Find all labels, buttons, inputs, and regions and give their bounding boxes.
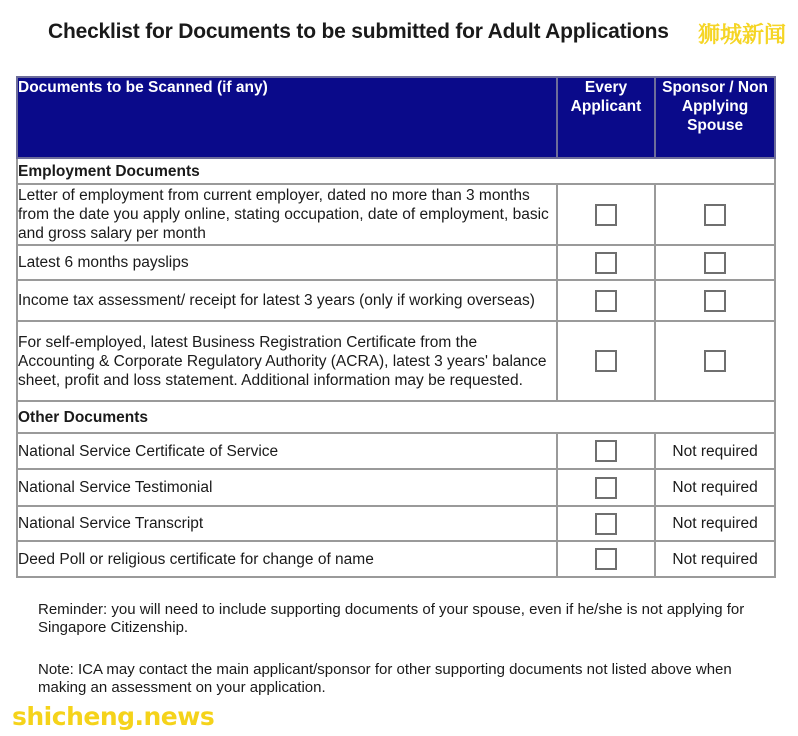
watermark-top: 狮城新闻 [697,23,786,48]
section-title-employment: Employment Documents [17,158,775,184]
table-row [17,184,775,245]
header-every-applicant: Every Applicant [557,77,655,158]
checklist-table [16,76,776,578]
every-applicant-cell [557,280,655,321]
header-sponsor: Sponsor / Non Applying Spouse [655,77,775,158]
checkbox[interactable] [595,477,617,499]
every-applicant-cell [557,541,655,577]
every-applicant-cell [557,506,655,541]
document-label: National Service Testimonial [17,469,557,506]
sponsor-cell [655,184,775,245]
checkbox[interactable] [704,204,726,226]
document-label: Income tax assessment/ receipt for latest 3 years (only if working overseas) [17,280,557,321]
checkbox[interactable] [595,350,617,372]
note-text: Note: ICA may contact the main applicant/sponsor for other supporting documents not listed above when making an assessment on your application. [38,661,732,696]
table-row [17,321,775,401]
table-row [17,245,775,280]
checkbox[interactable] [595,252,617,274]
section-title-other: Other Documents [17,401,775,433]
checkbox[interactable] [595,513,617,535]
document-label: National Service Certificate of Service [17,433,557,469]
checkbox[interactable] [595,204,617,226]
checkbox[interactable] [704,350,726,372]
document-label: Letter of employment from current employer, dated no more than 3 months from the date you apply online, stating occupation, date of employment, basic and gross salary per month [17,184,557,245]
checkbox[interactable] [595,290,617,312]
table-row [17,541,775,577]
every-applicant-cell [557,469,655,506]
not-required-label: Not required [655,506,775,541]
table-row [17,469,775,506]
checkbox[interactable] [595,548,617,570]
checkbox[interactable] [704,252,726,274]
header-documents: Documents to be Scanned (if any) [17,77,557,158]
section-row [17,158,775,184]
not-required-label: Not required [655,541,775,577]
section-row [17,401,775,433]
sponsor-cell [655,245,775,280]
watermark-bottom: shicheng.news [12,702,215,731]
table-row [17,433,775,469]
every-applicant-cell [557,184,655,245]
table-row [17,506,775,541]
sponsor-cell [655,321,775,401]
every-applicant-cell [557,245,655,280]
not-required-label: Not required [655,469,775,506]
not-required-label: Not required [655,433,775,469]
document-label: National Service Transcript [17,506,557,541]
checkbox[interactable] [595,440,617,462]
checkbox[interactable] [704,290,726,312]
page-title: Checklist for Documents to be submitted for Adult Applications [48,20,669,43]
document-label: Deed Poll or religious certificate for change of name [17,541,557,577]
reminder-text: Reminder: you will need to include supporting documents of your spouse, even if he/she is not applying for Singapore Citizenship. [38,601,745,636]
every-applicant-cell [557,321,655,401]
document-label: Latest 6 months payslips [17,245,557,280]
document-label: For self-employed, latest Business Registration Certificate from the Accounting & Corporate Regulatory Authority (ACRA), latest 3 years' balance sheet, profit and loss statement. Additional information may be requested. [17,321,557,401]
sponsor-cell [655,280,775,321]
table-header-row [17,77,775,158]
every-applicant-cell [557,433,655,469]
table-row [17,280,775,321]
